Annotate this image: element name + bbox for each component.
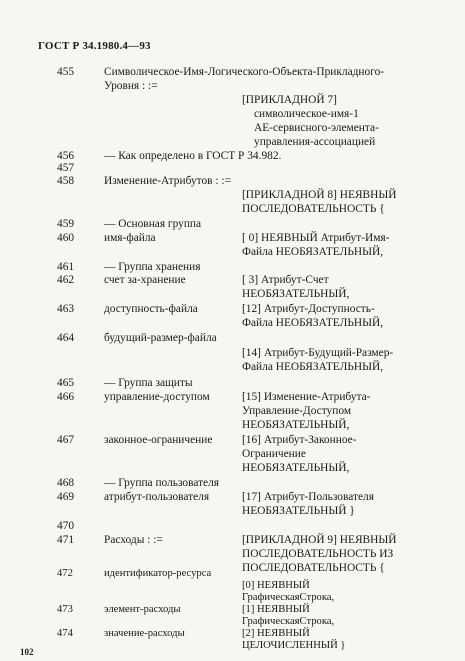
line-text: — Как определено в ГОСТ Р 34.982. bbox=[104, 150, 282, 162]
line-definition: ПОСЛЕДОВАТЕЛЬНОСТЬ { bbox=[242, 562, 385, 574]
line-text: законное-ограничение bbox=[104, 434, 213, 446]
line-text: будущий-размер-файла bbox=[104, 332, 217, 344]
line-text: Символическое-Имя-Логического-Объекта-Прикладного- bbox=[104, 66, 385, 78]
listing-line bbox=[0, 245, 465, 259]
line-definition: [12] Атрибут-Доступность- bbox=[242, 303, 375, 315]
line-text: — Группа хранения bbox=[104, 261, 201, 273]
line-definition: символическое-имя-1 bbox=[254, 108, 359, 120]
line-number: 460 bbox=[57, 232, 75, 244]
line-number: 463 bbox=[57, 303, 75, 315]
line-number: 468 bbox=[57, 477, 75, 489]
listing-line bbox=[0, 231, 465, 245]
line-number: 467 bbox=[57, 434, 75, 446]
listing-line bbox=[0, 404, 465, 418]
line-definition: ГрафическаяСтрока, bbox=[242, 616, 335, 627]
line-definition: [1] НЕЯВНЫЙ bbox=[242, 604, 310, 615]
line-text: — Группа пользователя bbox=[104, 477, 220, 489]
line-number: 469 bbox=[57, 491, 75, 503]
line-text: Расходы : := bbox=[104, 534, 163, 546]
line-definition: [ПРИКЛАДНОЙ 7] bbox=[242, 94, 337, 106]
page-number: 102 bbox=[20, 647, 34, 657]
line-text: доступность-файла bbox=[104, 303, 198, 315]
line-number: 471 bbox=[57, 534, 75, 546]
line-text: имя-файла bbox=[104, 232, 156, 244]
line-text: — Основная группа bbox=[104, 218, 202, 230]
listing-line bbox=[0, 519, 465, 533]
listing-line bbox=[0, 331, 465, 345]
listing-line bbox=[0, 273, 465, 287]
line-definition: управления-ассоциацией bbox=[254, 136, 376, 148]
line-number: 457 bbox=[57, 162, 75, 174]
listing-line bbox=[0, 121, 465, 135]
line-definition: [0] НЕЯВНЫЙ bbox=[242, 580, 310, 591]
listing-line bbox=[0, 390, 465, 404]
line-definition: Управление-Доступом bbox=[242, 405, 352, 417]
line-number: 465 bbox=[57, 377, 75, 389]
listing-line bbox=[0, 202, 465, 216]
listing-line bbox=[0, 346, 465, 360]
line-number: 462 bbox=[57, 274, 75, 286]
line-definition: [ПРИКЛАДНОЙ 8] НЕЯВНЫЙ bbox=[242, 189, 397, 201]
page-header: ГОСТ Р 34.1980.4—93 bbox=[38, 40, 151, 52]
line-definition: [16] Атрибут-Законное- bbox=[242, 434, 357, 446]
line-number: 473 bbox=[57, 604, 73, 615]
listing-line bbox=[0, 135, 465, 149]
listing-line bbox=[0, 107, 465, 121]
line-definition: [ПРИКЛАДНОЙ 9] НЕЯВНЫЙ bbox=[242, 534, 397, 546]
line-definition: Файла НЕОБЯЗАТЕЛЬНЫЙ, bbox=[242, 246, 384, 258]
listing-line bbox=[0, 504, 465, 518]
listing-line bbox=[0, 490, 465, 504]
listing-line bbox=[0, 217, 465, 231]
line-definition: Файла НЕОБЯЗАТЕЛЬНЫЙ, bbox=[242, 317, 384, 329]
line-number: 455 bbox=[57, 66, 75, 78]
line-number: 456 bbox=[57, 150, 75, 162]
line-definition: [17] Атрибут-Пользователя bbox=[242, 491, 374, 503]
line-definition: Файла НЕОБЯЗАТЕЛЬНЫЙ, bbox=[242, 361, 384, 373]
listing-line bbox=[0, 174, 465, 188]
listing-line bbox=[0, 188, 465, 202]
line-definition: [ 0] НЕЯВНЫЙ Атрибут-Имя- bbox=[242, 232, 390, 244]
line-number: 466 bbox=[57, 391, 75, 403]
line-number: 459 bbox=[57, 218, 75, 230]
listing-line bbox=[0, 302, 465, 316]
line-definition: АЕ-сервисного-элемента- bbox=[254, 122, 379, 134]
listing-line bbox=[0, 476, 465, 490]
listing-line bbox=[0, 418, 465, 432]
line-definition: ГрафическаяСтрока, bbox=[242, 592, 335, 603]
listing-line bbox=[0, 316, 465, 330]
line-definition: [ 3] Атрибут-Счет bbox=[242, 274, 329, 286]
line-definition: НЕОБЯЗАТЕЛЬНЫЙ, bbox=[242, 288, 350, 300]
line-number: 470 bbox=[57, 520, 75, 532]
line-text: идентификатор-ресурса bbox=[104, 568, 212, 579]
listing-line bbox=[0, 79, 465, 93]
line-text: Изменение-Атрибутов : := bbox=[104, 175, 231, 187]
line-definition: [2] НЕЯВНЫЙ bbox=[242, 628, 310, 639]
line-text: Уровня : := bbox=[104, 80, 158, 92]
listing-line bbox=[0, 260, 465, 274]
line-definition: НЕОБЯЗАТЕЛЬНЫЙ } bbox=[242, 505, 355, 517]
line-definition: ПОСЛЕДОВАТЕЛЬНОСТЬ ИЗ bbox=[242, 548, 394, 560]
line-text: счет за-хранение bbox=[104, 274, 186, 286]
listing-line bbox=[0, 447, 465, 461]
line-text: атрибут-пользователя bbox=[104, 491, 210, 503]
listing-line bbox=[0, 461, 465, 475]
line-definition: НЕОБЯЗАТЕЛЬНЫЙ, bbox=[242, 419, 350, 431]
line-text: управление-доступом bbox=[104, 391, 210, 403]
listing-line bbox=[0, 433, 465, 447]
line-definition: Ограничение bbox=[242, 448, 306, 460]
line-text: — Группа защиты bbox=[104, 377, 193, 389]
line-text: значение-расходы bbox=[104, 628, 185, 639]
line-number: 458 bbox=[57, 175, 75, 187]
listing-line bbox=[0, 287, 465, 301]
listing-line bbox=[0, 533, 465, 547]
line-number: 464 bbox=[57, 332, 75, 344]
listing-line bbox=[0, 360, 465, 374]
listing-line bbox=[0, 376, 465, 390]
listing-line bbox=[0, 161, 465, 175]
listing-line bbox=[0, 65, 465, 79]
line-definition: НЕОБЯЗАТЕЛЬНЫЙ, bbox=[242, 462, 350, 474]
line-number: 472 bbox=[57, 568, 73, 579]
line-definition: [15] Изменение-Атрибута- bbox=[242, 391, 371, 403]
listing-line bbox=[0, 93, 465, 107]
listing-line bbox=[0, 547, 465, 561]
line-definition: ЦЕЛОЧИСЛЕННЫЙ } bbox=[242, 640, 346, 651]
line-text: элемент-расходы bbox=[104, 604, 181, 615]
line-definition: ПОСЛЕДОВАТЕЛЬНОСТЬ { bbox=[242, 203, 385, 215]
listing-line bbox=[0, 640, 465, 654]
line-number: 474 bbox=[57, 628, 73, 639]
line-number: 461 bbox=[57, 261, 75, 273]
line-definition: [14] Атрибут-Будущий-Размер- bbox=[242, 347, 394, 359]
